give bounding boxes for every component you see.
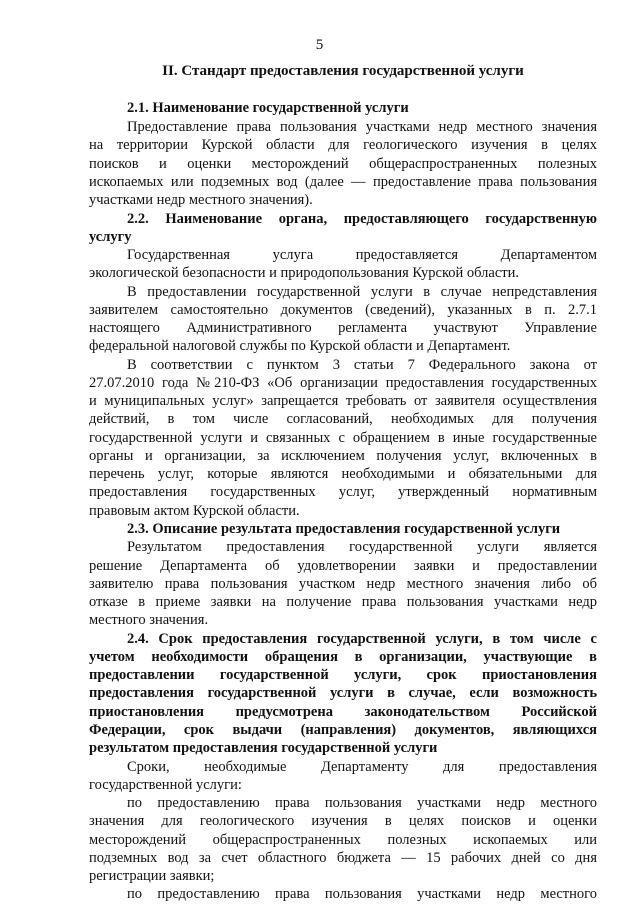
subsection-heading-2-4-cont: результатом предоставления государственной услуги [89, 740, 438, 756]
subsection-heading-2-2-cont: услугу [89, 229, 132, 245]
paragraph-line: по предоставлению права пользования участками недр местного [127, 795, 597, 811]
paragraph-line: и муниципальных услуг» запрещается требовать от заявителя осуществления [89, 393, 597, 409]
subsection-heading-2-4-cont: предоставлении государственной услуги, срок приостановления [89, 667, 597, 683]
paragraph-line: участками недр местного значения). [89, 192, 313, 208]
paragraph-line: заявителем самостоятельно документов (сведений), указанных в п. 2.7.1 [89, 302, 597, 318]
paragraph-line: Государственная услуга предоставляется Департаментом [127, 247, 597, 263]
paragraph-line: федеральной налоговой службы по Курской области и Департамент. [89, 338, 511, 354]
paragraph-line: действий, в том числе согласований, необходимых для получения [89, 411, 597, 427]
paragraph-line: по предоставлению права пользования участками недр местного [127, 886, 597, 902]
paragraph-line: перечень услуг, которые являются необходимыми и обязательными для [89, 466, 597, 482]
paragraph-line: месторождений общераспространенных полезных ископаемых или [89, 832, 597, 848]
paragraph-line: органы и организации, за исключением получения услуг, включенных в [89, 448, 597, 464]
subsection-heading-2-2: 2.2. Наименование органа, предоставляющего государственную [127, 211, 597, 227]
paragraph-line: правовым актом Курской области. [89, 503, 300, 519]
paragraph-line: подземных вод за счет областного бюджета — 15 рабочих дней со дня [89, 850, 597, 866]
paragraph-line: настоящего Административного регламента участвуют Управление [89, 320, 597, 336]
paragraph-line: местного значения. [89, 612, 209, 628]
paragraph-line: значения для геологического изучения в целях поисков и оценки [89, 813, 597, 829]
paragraph-line: В предоставлении государственной услуги в случае непредставления [127, 284, 597, 300]
paragraph-line: государственной услуги и связанных с обращением в иные государственные [89, 430, 597, 446]
paragraph-line: экологической безопасности и природопользования Курской области. [89, 265, 519, 281]
paragraph-line: регистрации заявки; [89, 868, 215, 884]
paragraph-line: государственной услуги: [89, 777, 242, 793]
paragraph-line: ископаемых или подземных вод (далее — предоставление права пользования [89, 174, 597, 190]
subsection-heading-2-1: 2.1. Наименование государственной услуги [127, 100, 409, 116]
section-title: II. Стандарт предоставления государственной услуги [162, 63, 524, 79]
paragraph-line: Сроки, необходимые Департаменту для предоставления [127, 759, 597, 775]
paragraph-line: решение Департамента об удовлетворении заявки и предоставлении [89, 558, 597, 574]
subsection-heading-2-4: 2.4. Срок предоставления государственной услуги, в том числе с [127, 631, 597, 647]
paragraph-line: на территории Курской области для геологического изучения в целях [89, 137, 597, 153]
paragraph-line: Результатом предоставления государственной услуги является [127, 539, 597, 555]
paragraph-line: поисков и оценки месторождений общераспространенных полезных [89, 156, 597, 172]
paragraph-line: 27.07.2010 года №210-ФЗ «Об организации предоставления государственных [89, 375, 597, 391]
subsection-heading-2-4-cont: Федерации, срок выдачи (направления) документов, являющихся [89, 722, 597, 738]
subsection-heading-2-4-cont: предоставления государственной услуги в случае, если возможность [89, 685, 597, 701]
paragraph-line: отказе в приеме заявки на получение права пользования участками недр [89, 594, 597, 610]
paragraph-line: заявителю права пользования участком недр местного значения либо об [89, 576, 597, 592]
paragraph-line: предоставления государственных услуг, утвержденный нормативным [89, 484, 597, 500]
subsection-heading-2-3: 2.3. Описание результата предоставления государственной услуги [127, 521, 561, 537]
subsection-heading-2-4-cont: приостановления предусмотрена законодательством Российской [89, 704, 597, 720]
paragraph-line: Предоставление права пользования участками недр местного значения [127, 119, 597, 135]
page-number: 5 [315, 37, 324, 53]
subsection-heading-2-4-cont: учетом необходимости обращения в организации, участвующие в [89, 649, 597, 665]
paragraph-line: В соответствии с пунктом 3 статьи 7 Федерального закона от [127, 357, 597, 373]
